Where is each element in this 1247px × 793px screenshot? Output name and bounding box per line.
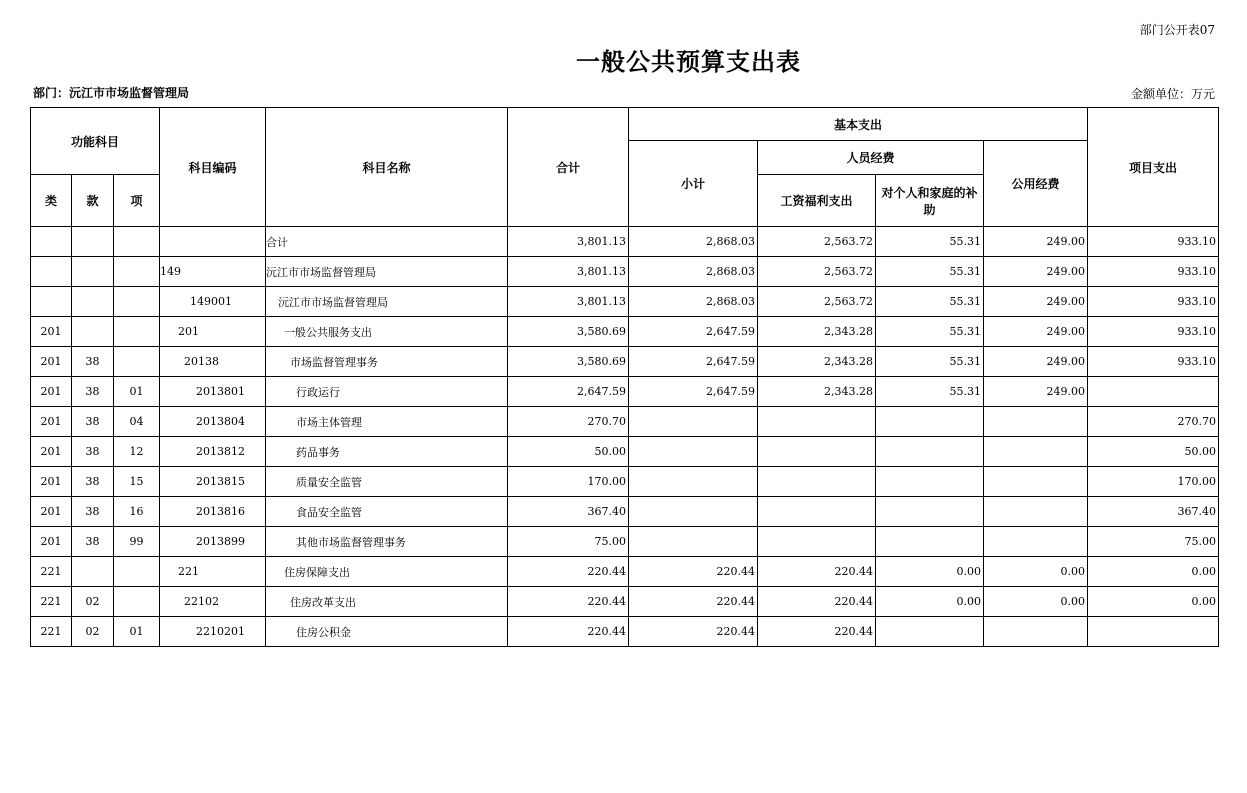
cell-xiang <box>114 347 160 377</box>
cell-salary: 2,563.72 <box>758 287 876 317</box>
header-subtotal: 小计 <box>629 141 758 227</box>
cell-project: 50.00 <box>1088 437 1219 467</box>
cell-public: 0.00 <box>984 557 1088 587</box>
cell-project: 933.10 <box>1088 257 1219 287</box>
table-row <box>31 437 1219 467</box>
cell-salary <box>758 527 876 557</box>
cell-project: 933.10 <box>1088 317 1219 347</box>
cell-lei <box>31 257 72 287</box>
cell-name: 质量安全监管 <box>266 467 508 497</box>
cell-total: 2,647.59 <box>508 377 629 407</box>
cell-xiang: 04 <box>114 407 160 437</box>
unit-label: 金额单位：万元 <box>1130 87 1215 101</box>
cell-total: 75.00 <box>508 527 629 557</box>
cell-salary <box>758 407 876 437</box>
cell-lei: 201 <box>31 437 72 467</box>
cell-subtotal: 2,868.03 <box>629 257 758 287</box>
cell-code <box>160 227 266 257</box>
cell-subtotal <box>629 527 758 557</box>
header-xiang: 项 <box>114 175 160 227</box>
cell-public <box>984 497 1088 527</box>
cell-total: 367.40 <box>508 497 629 527</box>
cell-salary <box>758 437 876 467</box>
cell-subsidy: 55.31 <box>876 227 984 257</box>
cell-salary: 2,563.72 <box>758 227 876 257</box>
cell-code: 2210201 <box>160 617 266 647</box>
cell-code: 22102 <box>160 587 266 617</box>
cell-code: 2013815 <box>160 467 266 497</box>
cell-public: 249.00 <box>984 287 1088 317</box>
budget-table <box>30 107 1219 647</box>
department-label: 部门：沅江市市场监督管理局 <box>33 86 190 100</box>
header-basic: 基本支出 <box>629 108 1088 141</box>
cell-lei: 221 <box>31 587 72 617</box>
cell-subtotal: 220.44 <box>629 617 758 647</box>
cell-total: 3,801.13 <box>508 257 629 287</box>
cell-xiang <box>114 587 160 617</box>
cell-xiang: 12 <box>114 437 160 467</box>
cell-kuan <box>72 557 114 587</box>
table-row <box>31 497 1219 527</box>
cell-name: 合计 <box>266 227 508 257</box>
header-salary: 工资福利支出 <box>758 175 876 227</box>
cell-subtotal <box>629 437 758 467</box>
cell-code: 149001 <box>160 287 266 317</box>
cell-kuan: 02 <box>72 617 114 647</box>
cell-project: 933.10 <box>1088 287 1219 317</box>
cell-xiang: 15 <box>114 467 160 497</box>
cell-public: 249.00 <box>984 227 1088 257</box>
cell-subtotal <box>629 497 758 527</box>
cell-code: 20138 <box>160 347 266 377</box>
cell-salary: 220.44 <box>758 617 876 647</box>
cell-subsidy <box>876 467 984 497</box>
header-personnel: 人员经费 <box>758 141 984 175</box>
cell-project: 933.10 <box>1088 347 1219 377</box>
cell-code: 201 <box>160 317 266 347</box>
cell-subsidy: 55.31 <box>876 317 984 347</box>
cell-public <box>984 617 1088 647</box>
cell-code: 149 <box>160 257 266 287</box>
table-row <box>31 617 1219 647</box>
cell-total: 220.44 <box>508 617 629 647</box>
cell-project: 75.00 <box>1088 527 1219 557</box>
cell-lei: 201 <box>31 347 72 377</box>
cell-subtotal: 2,647.59 <box>629 347 758 377</box>
cell-code: 221 <box>160 557 266 587</box>
table-row <box>31 227 1219 257</box>
cell-public <box>984 437 1088 467</box>
header-subsidy: 对个人和家庭的补助 <box>876 175 984 227</box>
cell-salary <box>758 497 876 527</box>
header-total: 合计 <box>508 108 629 227</box>
cell-subtotal: 2,647.59 <box>629 377 758 407</box>
cell-kuan: 38 <box>72 347 114 377</box>
cell-lei <box>31 287 72 317</box>
cell-lei: 221 <box>31 617 72 647</box>
cell-salary: 2,563.72 <box>758 257 876 287</box>
cell-kuan <box>72 257 114 287</box>
cell-subsidy <box>876 497 984 527</box>
cell-lei <box>31 227 72 257</box>
header-project: 项目支出 <box>1088 108 1219 227</box>
header-name: 科目名称 <box>266 108 508 227</box>
header-lei: 类 <box>31 175 72 227</box>
cell-code: 2013812 <box>160 437 266 467</box>
cell-subsidy: 55.31 <box>876 347 984 377</box>
cell-project: 170.00 <box>1088 467 1219 497</box>
table-row <box>31 257 1219 287</box>
cell-xiang: 16 <box>114 497 160 527</box>
cell-subtotal <box>629 467 758 497</box>
cell-name: 沅江市市场监督管理局 <box>266 257 508 287</box>
cell-total: 3,580.69 <box>508 317 629 347</box>
cell-salary: 2,343.28 <box>758 317 876 347</box>
cell-salary: 220.44 <box>758 557 876 587</box>
cell-name: 住房保障支出 <box>266 557 508 587</box>
table-row <box>31 557 1219 587</box>
cell-xiang: 99 <box>114 527 160 557</box>
cell-subtotal <box>629 407 758 437</box>
cell-subtotal: 2,647.59 <box>629 317 758 347</box>
cell-lei: 201 <box>31 527 72 557</box>
cell-subtotal: 220.44 <box>629 587 758 617</box>
cell-name: 药品事务 <box>266 437 508 467</box>
cell-name: 行政运行 <box>266 377 508 407</box>
cell-name: 住房公积金 <box>266 617 508 647</box>
cell-name: 一般公共服务支出 <box>266 317 508 347</box>
header-func-subject: 功能科目 <box>31 108 160 175</box>
form-code: 部门公开表07 <box>1139 23 1215 37</box>
cell-total: 270.70 <box>508 407 629 437</box>
table-row <box>31 287 1219 317</box>
cell-name: 市场监督管理事务 <box>266 347 508 377</box>
cell-subtotal: 220.44 <box>629 557 758 587</box>
cell-total: 3,801.13 <box>508 227 629 257</box>
cell-salary: 220.44 <box>758 587 876 617</box>
cell-xiang <box>114 557 160 587</box>
cell-kuan <box>72 287 114 317</box>
cell-name: 市场主体管理 <box>266 407 508 437</box>
cell-subsidy: 55.31 <box>876 377 984 407</box>
cell-lei: 201 <box>31 467 72 497</box>
cell-kuan: 38 <box>72 467 114 497</box>
cell-subsidy: 0.00 <box>876 587 984 617</box>
cell-project: 367.40 <box>1088 497 1219 527</box>
cell-subsidy <box>876 407 984 437</box>
cell-kuan <box>72 227 114 257</box>
cell-kuan: 38 <box>72 407 114 437</box>
header-code: 科目编码 <box>160 108 266 227</box>
cell-xiang <box>114 227 160 257</box>
page-title: 一般公共预算支出表 <box>576 48 801 76</box>
cell-project: 0.00 <box>1088 587 1219 617</box>
table-row <box>31 317 1219 347</box>
cell-public: 249.00 <box>984 257 1088 287</box>
cell-project: 270.70 <box>1088 407 1219 437</box>
cell-name: 住房改革支出 <box>266 587 508 617</box>
cell-kuan: 02 <box>72 587 114 617</box>
cell-total: 3,580.69 <box>508 347 629 377</box>
cell-name: 沅江市市场监督管理局 <box>266 287 508 317</box>
cell-salary: 2,343.28 <box>758 377 876 407</box>
cell-subsidy <box>876 437 984 467</box>
cell-code: 2013801 <box>160 377 266 407</box>
cell-xiang: 01 <box>114 617 160 647</box>
table-row <box>31 527 1219 557</box>
cell-public <box>984 467 1088 497</box>
cell-xiang <box>114 287 160 317</box>
cell-project <box>1088 377 1219 407</box>
header-public: 公用经费 <box>984 141 1088 227</box>
cell-lei: 201 <box>31 377 72 407</box>
cell-total: 220.44 <box>508 557 629 587</box>
cell-lei: 201 <box>31 497 72 527</box>
cell-total: 50.00 <box>508 437 629 467</box>
cell-total: 170.00 <box>508 467 629 497</box>
cell-public <box>984 527 1088 557</box>
header-kuan: 款 <box>72 175 114 227</box>
cell-xiang <box>114 257 160 287</box>
cell-name: 食品安全监管 <box>266 497 508 527</box>
cell-total: 220.44 <box>508 587 629 617</box>
cell-kuan: 38 <box>72 437 114 467</box>
table-row <box>31 407 1219 437</box>
cell-project: 0.00 <box>1088 557 1219 587</box>
cell-public: 249.00 <box>984 317 1088 347</box>
cell-subsidy <box>876 527 984 557</box>
table-row <box>31 347 1219 377</box>
cell-salary: 2,343.28 <box>758 347 876 377</box>
cell-name: 其他市场监督管理事务 <box>266 527 508 557</box>
cell-code: 2013899 <box>160 527 266 557</box>
cell-public <box>984 407 1088 437</box>
cell-xiang <box>114 317 160 347</box>
cell-kuan: 38 <box>72 497 114 527</box>
cell-code: 2013804 <box>160 407 266 437</box>
cell-subtotal: 2,868.03 <box>629 287 758 317</box>
cell-public: 249.00 <box>984 347 1088 377</box>
cell-lei: 221 <box>31 557 72 587</box>
cell-lei: 201 <box>31 317 72 347</box>
cell-subsidy: 0.00 <box>876 557 984 587</box>
cell-kuan <box>72 317 114 347</box>
cell-lei: 201 <box>31 407 72 437</box>
cell-project <box>1088 617 1219 647</box>
table-row <box>31 377 1219 407</box>
cell-subsidy: 55.31 <box>876 287 984 317</box>
cell-subsidy: 55.31 <box>876 257 984 287</box>
table-row <box>31 467 1219 497</box>
cell-subtotal: 2,868.03 <box>629 227 758 257</box>
cell-subsidy <box>876 617 984 647</box>
cell-kuan: 38 <box>72 377 114 407</box>
cell-xiang: 01 <box>114 377 160 407</box>
cell-kuan: 38 <box>72 527 114 557</box>
cell-total: 3,801.13 <box>508 287 629 317</box>
cell-public: 0.00 <box>984 587 1088 617</box>
cell-project: 933.10 <box>1088 227 1219 257</box>
cell-public: 249.00 <box>984 377 1088 407</box>
cell-salary <box>758 467 876 497</box>
table-row <box>31 587 1219 617</box>
cell-code: 2013816 <box>160 497 266 527</box>
